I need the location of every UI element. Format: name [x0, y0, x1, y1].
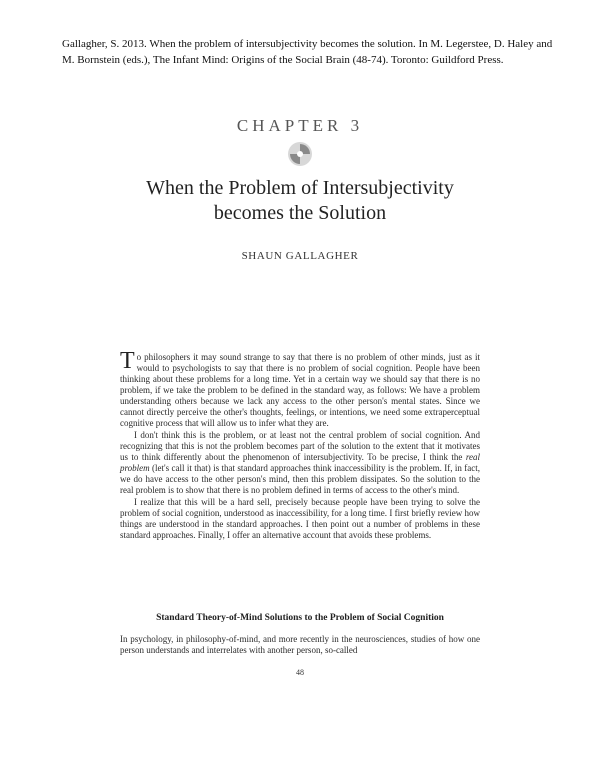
citation: Gallagher, S. 2013. When the problem of intersubjectivity becomes the solution. In M. Legerstee, D. Haley and M. Bornstein (eds.), The Infant Mind: Origins of the Social Brain (48-74). Toronto: Guildford Press. — [62, 38, 553, 66]
paragraph-3: I realize that this will be a hard sell, precisely because people have been trying to solve the problem of social cognition, understood as inaccessibility, for a long time. I first briefly review how things are understood in the standard approaches. I then point out a number of problems in these standard approaches. Finally, I offer an alternative account that avoids these problems. — [120, 497, 480, 540]
page-number: 48 — [296, 668, 304, 677]
paragraph-2-text-a: I don't think this is the problem, or at least not the central problem of social cognition. And recognizing that this is not the problem becomes part of the solution to the extent that it motivates us to think differently about the phenomenon of intersubjectivity. To be precise, I think the — [120, 430, 480, 462]
section-heading: Standard Theory-of-Mind Solutions to the Problem of Social Cognition — [156, 613, 444, 623]
paragraph-1 — [120, 348, 480, 429]
chapter-body — [120, 348, 480, 541]
chapter-title — [0, 176, 600, 226]
emphasis-real-problem: real problem — [120, 452, 480, 473]
chapter-label: CHAPTER 3 — [236, 116, 364, 135]
chapter-title-line-1: When the Problem of Intersubjectivity — [146, 177, 454, 199]
section-paragraph-1: In psychology, in philosophy-of-mind, and more recently in the neurosciences, studies of how one person understands and interrelates with another person, so-called — [120, 634, 480, 655]
chapter-title-line-2: becomes the Solution — [213, 202, 387, 224]
ornament-icon — [287, 141, 313, 167]
drop-cap: T — [120, 348, 135, 374]
author-name: SHAUN GALLAGHER — [241, 250, 359, 262]
paragraph-2 — [120, 430, 480, 496]
paragraph-1-text: o philosophers it may sound strange to say that there is no problem of other minds, just as it would to psychologists to say that there is no problem of social cognition. People have been thinking about these problems for a long time. Yet in a certain way we should say that there is no problem, if we take the problem to be defined in the standard way, as follows: We have a problem understanding others because we lack any access to the other person's mental states. Since we cannot directly perceive the other's thoughts, feelings, or intentions, we need some extraperceptual cognitive process that will allow us to infer what they are. — [120, 352, 480, 428]
section-body — [120, 634, 480, 656]
paragraph-2-text-b: (let's call it that) is that standard approaches think inaccessibility is the problem. If, in fact, we do have access to the other person's mind, then this problem dissipates. So the solution to the real problem is to show that there is no problem defined in terms of access to the other's mind. — [120, 463, 480, 495]
